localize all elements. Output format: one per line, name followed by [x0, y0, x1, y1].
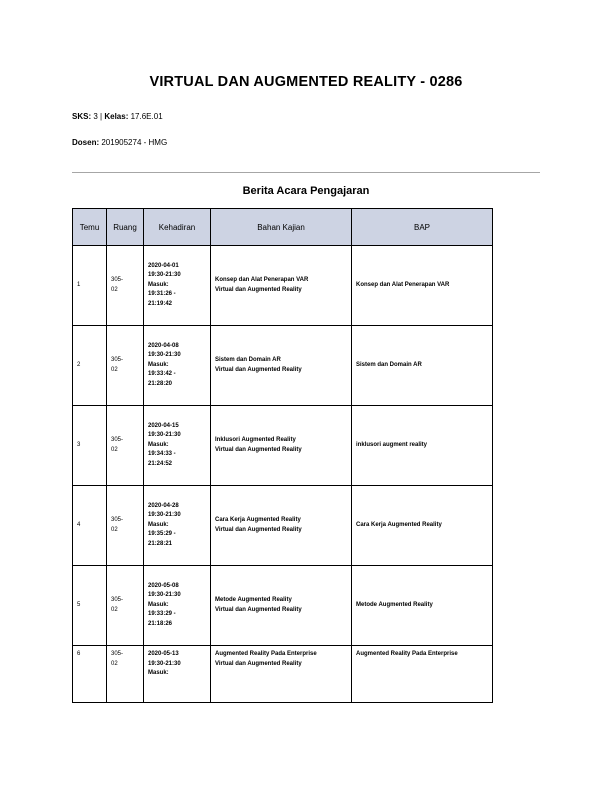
- kehadiran-line: 21:28:20: [148, 380, 173, 387]
- bahan-line: Virtual dan Augmented Reality: [215, 446, 302, 453]
- kehadiran-line: 2020-04-08: [148, 342, 179, 349]
- header-temu: Temu: [73, 209, 107, 246]
- kehadiran-line: 19:30-21:30: [148, 592, 181, 599]
- kehadiran-line: 19:34:33 -: [148, 451, 176, 458]
- kehadiran-line: Masuk:: [148, 601, 169, 608]
- ruang-line: 305-: [111, 597, 124, 603]
- table-row: [73, 566, 493, 646]
- cell-ruang: [107, 246, 144, 326]
- cell-bahan-kajian: [211, 406, 352, 486]
- table-row: [73, 646, 493, 703]
- bap-table: [72, 208, 493, 703]
- cell-bahan-kajian: [211, 566, 352, 646]
- table-row: [73, 326, 493, 406]
- table-row: [73, 246, 493, 326]
- kehadiran-line: 21:19:42: [148, 300, 173, 307]
- kehadiran-line: 19:33:29 -: [148, 611, 176, 618]
- cell-kehadiran: [144, 326, 211, 406]
- bahan-line: Sistem dan Domain AR: [215, 357, 281, 363]
- kehadiran-line: Masuk:: [148, 441, 169, 448]
- kelas-label: Kelas:: [104, 112, 129, 121]
- cell-bap: Sistem dan Domain AR: [352, 326, 493, 406]
- header-kehadiran: Kehadiran: [144, 209, 211, 246]
- cell-temu: 5: [73, 566, 107, 646]
- bahan-line: Virtual dan Augmented Reality: [215, 660, 302, 667]
- kehadiran-line: 19:30-21:30: [148, 272, 181, 279]
- bahan-line: Virtual dan Augmented Reality: [215, 606, 302, 613]
- cell-bap: Metode Augmented Reality: [352, 566, 493, 646]
- section-title: Berita Acara Pengajaran: [242, 185, 370, 197]
- dosen-label: Dosen:: [72, 138, 100, 147]
- table-row: [73, 486, 493, 566]
- header-bahan-kajian: Bahan Kajian: [211, 209, 352, 246]
- cell-kehadiran: [144, 246, 211, 326]
- kehadiran-line: 21:24:52: [148, 460, 173, 467]
- cell-kehadiran: [144, 486, 211, 566]
- kehadiran-line: Masuk:: [148, 670, 169, 676]
- cell-ruang: [107, 406, 144, 486]
- table-header-row: [73, 209, 493, 246]
- sks-value: 3: [93, 112, 98, 121]
- ruang-line: 305-: [111, 437, 124, 443]
- kehadiran-line: Masuk:: [148, 361, 169, 368]
- kehadiran-line: 19:31:26 -: [148, 291, 176, 298]
- kehadiran-line: 19:30-21:30: [148, 352, 181, 359]
- cell-temu: 1: [73, 246, 107, 326]
- kehadiran-line: Masuk:: [148, 281, 169, 288]
- cell-ruang: [107, 326, 144, 406]
- ruang-line: 305-: [111, 357, 124, 363]
- bahan-line: Augmented Reality Pada Enterprise: [215, 651, 317, 657]
- meta-separator: |: [100, 112, 103, 121]
- ruang-line: 02: [111, 660, 118, 667]
- kehadiran-line: 19:30-21:30: [148, 432, 181, 439]
- sks-label: SKS:: [72, 112, 92, 121]
- dosen-value: 201905274 - HMG: [101, 138, 168, 147]
- bahan-line: Virtual dan Augmented Reality: [215, 526, 302, 533]
- cell-temu: 4: [73, 486, 107, 566]
- cell-bahan-kajian: [211, 646, 352, 703]
- cell-kehadiran: [144, 646, 211, 703]
- kehadiran-line: 2020-04-15: [148, 422, 179, 429]
- page-title: VIRTUAL DAN AUGMENTED REALITY - 0286: [149, 74, 463, 90]
- kehadiran-line: 19:30-21:30: [148, 660, 181, 667]
- kelas-value: 17.6E.01: [130, 112, 163, 121]
- ruang-line: 02: [111, 606, 118, 613]
- kehadiran-line: 19:33:42 -: [148, 371, 176, 378]
- bahan-line: Virtual dan Augmented Reality: [215, 286, 302, 293]
- cell-bahan-kajian: [211, 246, 352, 326]
- cell-bahan-kajian: [211, 326, 352, 406]
- cell-kehadiran: [144, 566, 211, 646]
- kehadiran-line: 2020-05-13: [148, 651, 179, 657]
- lecturer-meta: [72, 138, 167, 147]
- ruang-line: 02: [111, 446, 118, 453]
- cell-bap: Cara Kerja Augmented Reality: [352, 486, 493, 566]
- kehadiran-line: 21:18:26: [148, 620, 173, 627]
- cell-temu: 2: [73, 326, 107, 406]
- bahan-line: Inklusori Augmented Reality: [215, 437, 296, 443]
- kehadiran-line: 2020-04-28: [148, 502, 179, 509]
- cell-bap: Konsep dan Alat Penerapan VAR: [352, 246, 493, 326]
- cell-bap: Augmented Reality Pada Enterprise: [352, 646, 493, 703]
- kehadiran-line: 19:35:29 -: [148, 531, 176, 538]
- cell-temu: 6: [73, 646, 107, 703]
- kehadiran-line: 2020-05-08: [148, 582, 179, 589]
- cell-ruang: [107, 486, 144, 566]
- ruang-line: 305-: [111, 277, 124, 283]
- bahan-line: Cara Kerja Augmented Reality: [215, 517, 301, 523]
- divider: [72, 172, 540, 173]
- header-bap: BAP: [352, 209, 493, 246]
- cell-ruang: [107, 646, 144, 703]
- kehadiran-line: 2020-04-01: [148, 262, 179, 269]
- table-row: [73, 406, 493, 486]
- cell-temu: 3: [73, 406, 107, 486]
- kehadiran-line: 21:28:21: [148, 540, 173, 547]
- bahan-line: Virtual dan Augmented Reality: [215, 366, 302, 373]
- ruang-line: 305-: [111, 517, 124, 523]
- bahan-line: Metode Augmented Reality: [215, 597, 292, 603]
- ruang-line: 02: [111, 366, 118, 373]
- cell-ruang: [107, 566, 144, 646]
- kehadiran-line: 19:30-21:30: [148, 512, 181, 519]
- course-meta: [72, 112, 163, 121]
- kehadiran-line: Masuk:: [148, 521, 169, 528]
- ruang-line: 305-: [111, 651, 124, 657]
- cell-bap: inklusori augment reality: [352, 406, 493, 486]
- ruang-line: 02: [111, 526, 118, 533]
- cell-kehadiran: [144, 406, 211, 486]
- cell-bahan-kajian: [211, 486, 352, 566]
- bahan-line: Konsep dan Alat Penerapan VAR: [215, 277, 309, 283]
- ruang-line: 02: [111, 286, 118, 293]
- header-ruang: Ruang: [107, 209, 144, 246]
